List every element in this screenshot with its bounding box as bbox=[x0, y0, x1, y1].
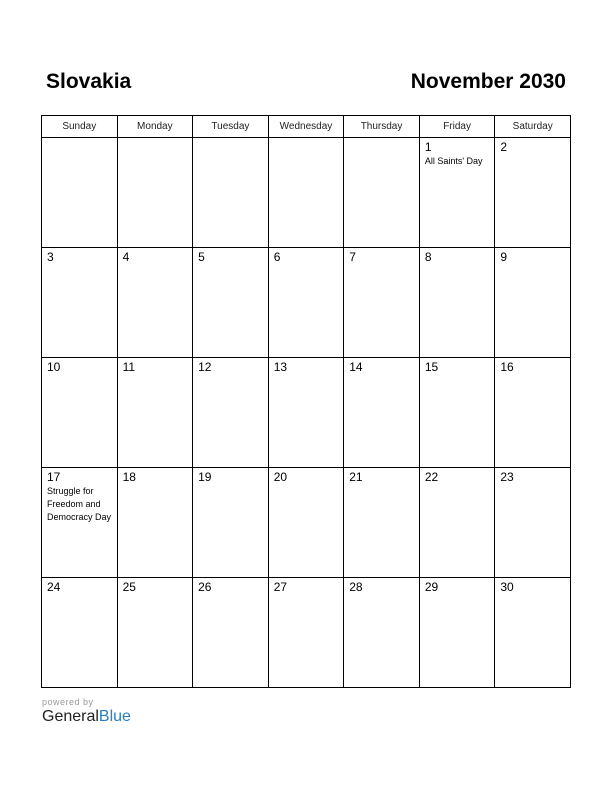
day-number: 27 bbox=[273, 580, 288, 594]
day-number: 16 bbox=[500, 360, 514, 374]
day-number: 29 bbox=[424, 580, 439, 594]
day-cell bbox=[268, 138, 344, 248]
week-row bbox=[42, 138, 571, 248]
day-number bbox=[118, 138, 193, 140]
day-cell bbox=[344, 578, 420, 688]
day-number: 26 bbox=[198, 580, 212, 594]
brand-general: General bbox=[42, 708, 99, 725]
weekday-wednesday: Wednesday bbox=[268, 116, 344, 138]
weekday-monday: Monday bbox=[117, 116, 193, 138]
holiday-label: Struggle for Freedom and Democracy Day bbox=[47, 486, 112, 522]
day-number: 23 bbox=[500, 470, 514, 484]
day-number: 15 bbox=[424, 360, 439, 374]
generalblue-logo bbox=[42, 708, 131, 726]
day-number: 10 bbox=[47, 360, 61, 374]
day-cell bbox=[193, 138, 269, 248]
day-cell bbox=[42, 578, 118, 688]
day-number: 28 bbox=[349, 580, 363, 594]
day-cell bbox=[419, 578, 495, 688]
weekday-saturday: Saturday bbox=[495, 116, 571, 138]
day-number: 24 bbox=[47, 580, 61, 594]
day-number: 6 bbox=[273, 250, 281, 264]
calendar-grid bbox=[41, 115, 571, 688]
day-number: 8 bbox=[424, 250, 432, 264]
month-year-title: November 2030 bbox=[410, 70, 566, 93]
week-row bbox=[42, 578, 571, 688]
brand-blue: Blue bbox=[98, 708, 131, 725]
day-cell bbox=[42, 468, 118, 578]
day-number: 14 bbox=[349, 360, 363, 374]
holiday-label: All Saints' Day bbox=[424, 156, 483, 166]
weekday-sunday: Sunday bbox=[42, 116, 118, 138]
day-cell bbox=[42, 138, 118, 248]
day-number: 19 bbox=[198, 470, 212, 484]
day-cell bbox=[193, 358, 269, 468]
day-cell bbox=[495, 138, 571, 248]
day-cell bbox=[495, 468, 571, 578]
day-cell bbox=[344, 358, 420, 468]
day-number: 13 bbox=[273, 360, 288, 374]
day-cell bbox=[268, 248, 344, 358]
day-cell bbox=[419, 138, 495, 248]
day-number: 2 bbox=[500, 140, 508, 154]
weekday-thursday: Thursday bbox=[344, 116, 420, 138]
day-number: 17 bbox=[47, 470, 61, 484]
week-row bbox=[42, 248, 571, 358]
day-number: 4 bbox=[122, 250, 130, 264]
day-number: 5 bbox=[198, 250, 205, 264]
day-number: 9 bbox=[500, 250, 508, 264]
day-cell bbox=[42, 248, 118, 358]
day-cell bbox=[268, 358, 344, 468]
day-cell bbox=[117, 468, 193, 578]
day-cell bbox=[344, 468, 420, 578]
powered-by-label: powered by bbox=[42, 697, 94, 707]
day-cell bbox=[495, 248, 571, 358]
day-cell bbox=[42, 358, 118, 468]
day-number: 20 bbox=[273, 470, 288, 484]
day-cell bbox=[268, 468, 344, 578]
day-number: 12 bbox=[198, 360, 212, 374]
day-cell bbox=[117, 248, 193, 358]
day-cell bbox=[344, 138, 420, 248]
day-cell bbox=[193, 578, 269, 688]
weekday-friday: Friday bbox=[419, 116, 495, 138]
day-number: 3 bbox=[47, 250, 54, 264]
day-number bbox=[42, 138, 117, 140]
weekday-header-row bbox=[42, 116, 571, 138]
day-number: 11 bbox=[122, 360, 136, 374]
day-cell bbox=[419, 248, 495, 358]
week-row bbox=[42, 358, 571, 468]
day-cell bbox=[117, 138, 193, 248]
day-number: 30 bbox=[500, 580, 514, 594]
day-cell bbox=[344, 248, 420, 358]
day-number: 22 bbox=[424, 470, 439, 484]
day-number bbox=[269, 138, 344, 140]
day-cell bbox=[117, 578, 193, 688]
day-cell bbox=[268, 578, 344, 688]
country-title: Slovakia bbox=[46, 70, 132, 93]
day-number: 7 bbox=[349, 250, 356, 264]
day-number: 25 bbox=[122, 580, 136, 594]
weekday-tuesday: Tuesday bbox=[193, 116, 269, 138]
day-number: 21 bbox=[349, 470, 363, 484]
day-cell bbox=[193, 468, 269, 578]
day-cell bbox=[495, 358, 571, 468]
day-number bbox=[193, 138, 268, 140]
day-cell bbox=[117, 358, 193, 468]
day-number bbox=[344, 138, 419, 140]
week-row bbox=[42, 468, 571, 578]
day-number: 18 bbox=[122, 470, 136, 484]
day-cell bbox=[193, 248, 269, 358]
footer-branding bbox=[42, 697, 131, 726]
day-cell bbox=[495, 578, 571, 688]
day-number: 1 bbox=[424, 140, 432, 154]
day-cell bbox=[419, 358, 495, 468]
day-cell bbox=[419, 468, 495, 578]
